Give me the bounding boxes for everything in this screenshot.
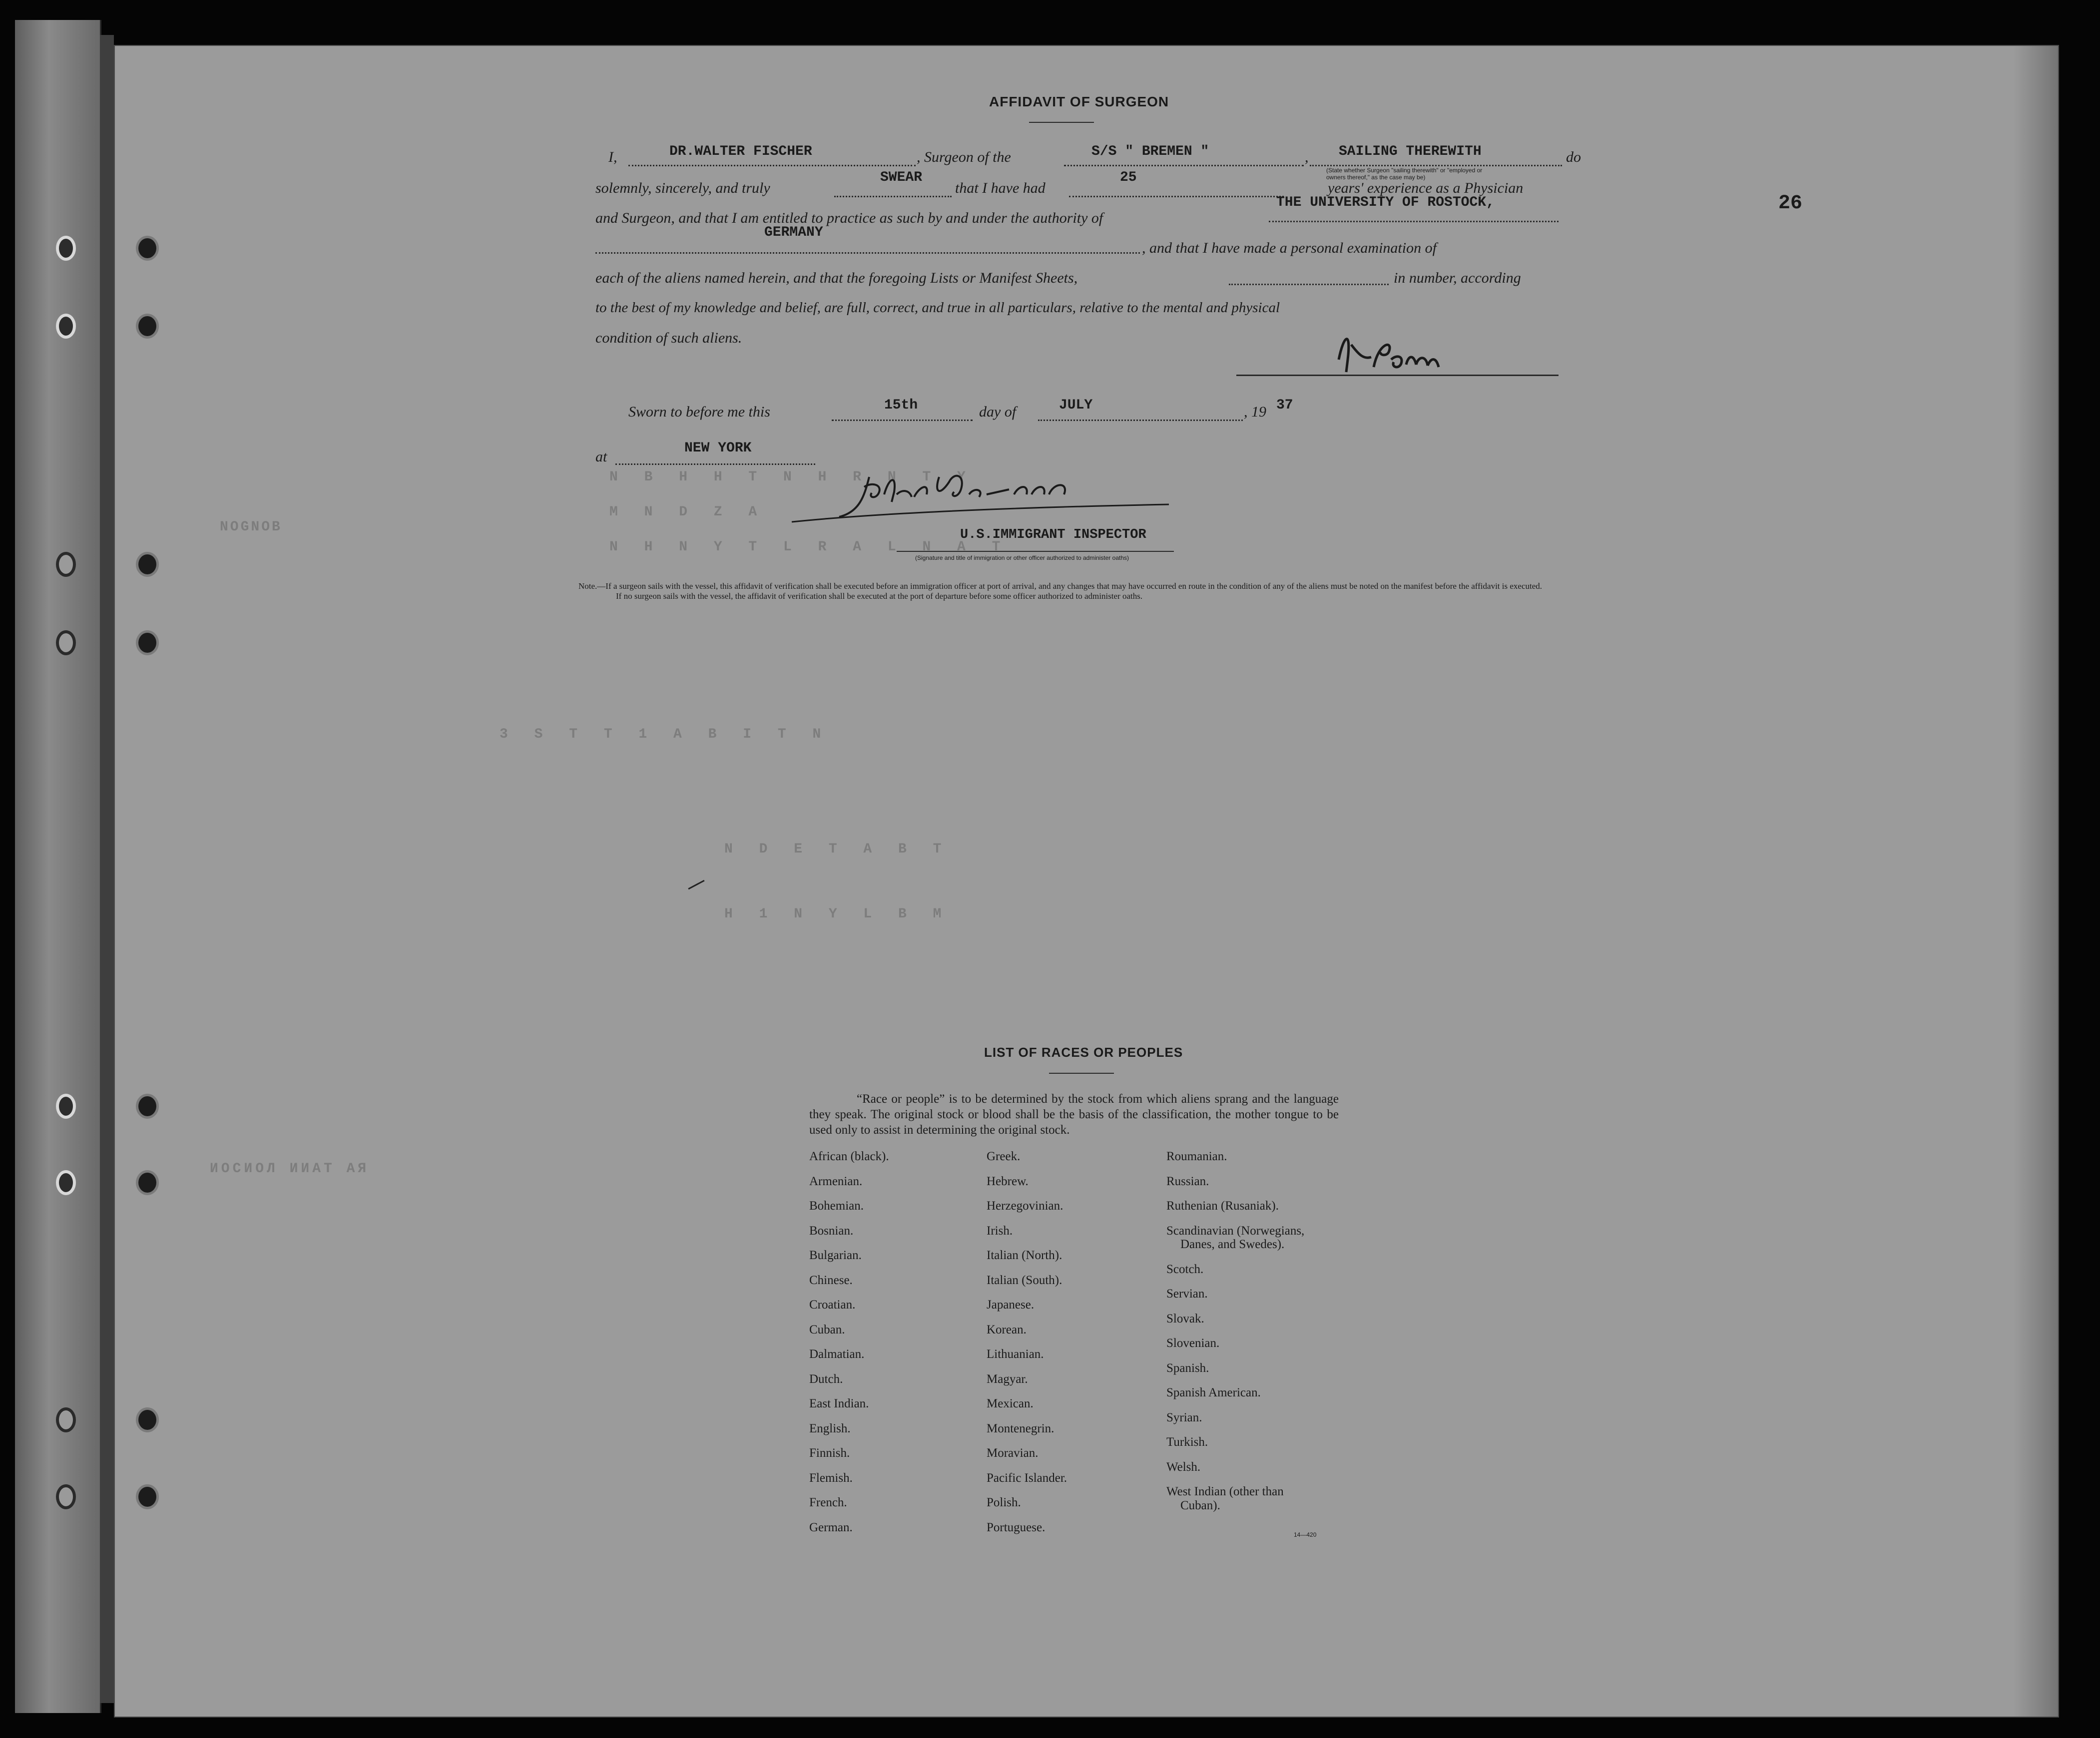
experience-label: years' experience as a Physician — [1328, 180, 1524, 196]
sheet-shade — [2013, 46, 2058, 1717]
race-list-item: Scandinavian (Norwegians, — [1166, 1224, 1305, 1238]
authority-field: THE UNIVERSITY OF ROSTOCK, — [1276, 195, 1495, 210]
years-field: 25 — [1120, 170, 1137, 185]
country-field: GERMANY — [764, 225, 823, 240]
manifest-sheet — [114, 45, 2059, 1718]
condition-label: condition of such aliens. — [595, 330, 742, 346]
race-list-item: Finnish. — [809, 1446, 850, 1460]
binder-peg — [136, 630, 159, 655]
race-list-item: East Indian. — [809, 1397, 869, 1410]
binder-hole — [56, 314, 76, 339]
place-line — [615, 463, 815, 465]
binder-strip — [15, 20, 101, 1713]
do-label: do — [1566, 149, 1581, 165]
race-list-item: Italian (South). — [987, 1273, 1062, 1287]
oath-line — [834, 196, 952, 197]
knowledge-label: to the best of my knowledge and belief, are full, correct, and true in all particulars, relative to the mental and physical — [595, 300, 1280, 316]
race-list-item: Ruthenian (Rusaniak). — [1166, 1199, 1279, 1213]
race-list-item: Hebrew. — [987, 1174, 1029, 1188]
binder-peg — [136, 1170, 159, 1195]
year-prefix: , 19 — [1244, 404, 1266, 420]
surgeon-name-field: DR.WALTER FISCHER — [669, 144, 812, 159]
binder-hole — [56, 630, 76, 655]
binder-hole — [56, 1484, 76, 1509]
bleed-through-text: M N D Z A — [609, 504, 766, 520]
form-number: 14—420 — [1294, 1531, 1317, 1538]
bleed-through-text: N B H H T N H R N T Y — [609, 469, 975, 485]
inspector-line — [897, 551, 1174, 552]
race-list-item: Bohemian. — [809, 1199, 864, 1213]
bleed-through-text: ИОСИОЛ ИИАТ АЯ — [210, 1161, 370, 1177]
race-list-item: Montenegrin. — [987, 1421, 1054, 1435]
race-list-item: Italian (North). — [987, 1249, 1062, 1262]
note-paragraph — [578, 581, 1559, 601]
country-line — [595, 252, 1140, 254]
binder-peg — [136, 1407, 159, 1432]
month-field: JULY — [1059, 398, 1093, 413]
race-list-item: Korean. — [987, 1322, 1027, 1336]
race-list-item: Dalmatian. — [809, 1347, 865, 1361]
place-field: NEW YORK — [684, 440, 752, 456]
race-list-item: Greek. — [987, 1150, 1021, 1163]
inspector-title: U.S.IMMIGRANT INSPECTOR — [960, 527, 1146, 542]
race-list-item: Mexican. — [987, 1397, 1034, 1410]
races-column-1 — [809, 1150, 889, 1545]
surgeon-signature-line — [1236, 375, 1559, 376]
bleed-through-text: H 1 N Y L B M — [724, 906, 951, 922]
vessel-field: S/S " BREMEN " — [1091, 144, 1209, 159]
status-field: SAILING THEREWITH — [1339, 144, 1482, 159]
race-list-item: Armenian. — [809, 1174, 863, 1188]
comma-label: , — [1305, 149, 1309, 165]
have-had-label: that I have had — [955, 180, 1046, 196]
title-rule — [1029, 122, 1094, 123]
race-list-item: Chinese. — [809, 1273, 853, 1287]
race-list-item: Japanese. — [987, 1298, 1035, 1311]
binder-peg — [136, 1094, 159, 1119]
race-list-item: Bosnian. — [809, 1224, 854, 1238]
number-label: in number, according — [1394, 270, 1521, 286]
race-list-item: Spanish. — [1166, 1361, 1209, 1375]
note-text-2: If no surgeon sails with the vessel, the affidavit of verification shall be executed at the port of departure before some officer authorized to administer oaths. — [616, 591, 1143, 601]
years-line — [1069, 196, 1284, 197]
binder-peg — [136, 1484, 159, 1509]
vessel-line — [1064, 165, 1304, 166]
binder-peg — [136, 314, 159, 339]
binder-hole — [56, 236, 76, 261]
race-list-item: German. — [809, 1520, 853, 1534]
race-list-item: Irish. — [987, 1224, 1013, 1238]
race-list-item: Bulgarian. — [809, 1249, 862, 1262]
race-list-item: Servian. — [1166, 1287, 1208, 1301]
day-line — [832, 420, 973, 421]
race-list-item: Scotch. — [1166, 1262, 1204, 1276]
binder-hole — [56, 1170, 76, 1195]
binder-hole — [56, 1094, 76, 1119]
race-list-item: Turkish. — [1166, 1435, 1208, 1449]
binder-hole — [56, 552, 76, 577]
year-suffix: 37 — [1276, 398, 1293, 413]
race-list-item: Pacific Islander. — [987, 1471, 1067, 1485]
race-list-item: West Indian (other than — [1166, 1485, 1284, 1498]
surgeon-name-line — [628, 165, 916, 166]
race-list-item: Moravian. — [987, 1446, 1039, 1460]
race-list-item: Cuban. — [809, 1322, 845, 1336]
race-list-item: Welsh. — [1166, 1460, 1201, 1474]
sworn-label: Sworn to before me this — [628, 404, 770, 420]
binder-peg — [136, 552, 159, 577]
race-list-item: French. — [809, 1496, 847, 1509]
page-number: 26 — [1778, 192, 1803, 215]
race-list-item: African (black). — [809, 1150, 889, 1163]
race-list-item: Herzegovinian. — [987, 1199, 1063, 1213]
races-title: LIST OF RACES OR PEOPLES — [984, 1045, 1183, 1060]
race-list-item: Russian. — [1166, 1174, 1209, 1188]
race-list-item: Portuguese. — [987, 1520, 1046, 1534]
race-list-item: Dutch. — [809, 1372, 843, 1386]
race-list-item: Flemish. — [809, 1471, 853, 1485]
race-list-item: Lithuanian. — [987, 1347, 1044, 1361]
day-of-label: day of — [979, 404, 1017, 420]
bleed-through-text: N H N Y T L R A L N A T — [609, 539, 1010, 555]
status-note: (State whether Surgeon "sailing therewith" or "employed or owners thereof," as the case may be) — [1326, 167, 1483, 181]
race-list-item: Cuban). — [1180, 1498, 1220, 1512]
note-text-1: Note.—If a surgeon sails with the vessel, this affidavit of verification shall be executed before an immigration officer at port of arrival, and any changes that may have occurred en route in the condition of any of the aliens must be noted on the manifest before the affidavit is executed. — [578, 581, 1543, 591]
aliens-label: each of the aliens named herein, and that the foregoing Lists or Manifest Sheets, — [595, 270, 1078, 286]
bleed-through-text: N D E T A B T — [724, 842, 951, 857]
examination-label: , and that I have made a personal examination of — [1142, 240, 1437, 256]
race-list-item: Syrian. — [1166, 1410, 1202, 1424]
status-line — [1310, 165, 1562, 166]
binder-edge — [100, 35, 114, 1703]
inspector-signature — [789, 467, 1179, 532]
bleed-through-text: NOGNOB — [220, 519, 282, 535]
races-column-2 — [987, 1150, 1067, 1545]
sheets-count-line — [1229, 284, 1389, 285]
surgeon-of-label: , Surgeon of the — [917, 149, 1011, 165]
races-intro: “Race or people” is to be determined by the stock from which aliens sprang and the language they speak. The original stock or blood shall be the basis of the classification, the mother tongue to be used only to assist in determining the original stock. — [809, 1092, 1339, 1137]
solemnly-label: solemnly, sincerely, and truly — [595, 180, 770, 196]
day-field: 15th — [884, 398, 918, 413]
entitled-label: and Surgeon, and that I am entitled to practice as such by and under the authority of — [595, 210, 1103, 226]
i-label: I, — [608, 149, 617, 165]
binder-peg — [136, 236, 159, 261]
race-list-item: Spanish American. — [1166, 1386, 1261, 1399]
inspector-note: (Signature and title of immigration or other officer authorized to administer oaths) — [915, 554, 1129, 561]
affidavit-title: AFFIDAVIT OF SURGEON — [989, 94, 1169, 109]
races-column-3 — [1166, 1150, 1304, 1523]
race-list-item: Roumanian. — [1166, 1150, 1227, 1163]
races-title-rule — [1049, 1073, 1114, 1074]
race-list-item: Slovenian. — [1166, 1336, 1220, 1350]
binder-hole — [56, 1407, 76, 1432]
race-list-item: Magyar. — [987, 1372, 1028, 1386]
race-list-item: Slovak. — [1166, 1311, 1204, 1325]
race-list-item: English. — [809, 1421, 851, 1435]
bleed-through-text: 3 S T T 1 A B I T N — [500, 727, 830, 742]
race-list-item: Croatian. — [809, 1298, 856, 1311]
at-label: at — [595, 448, 607, 465]
race-list-item: Polish. — [987, 1496, 1021, 1509]
race-list-item: Danes, and Swedes). — [1180, 1238, 1285, 1251]
month-line — [1038, 420, 1243, 421]
oath-field: SWEAR — [880, 170, 923, 185]
authority-line — [1269, 221, 1559, 222]
